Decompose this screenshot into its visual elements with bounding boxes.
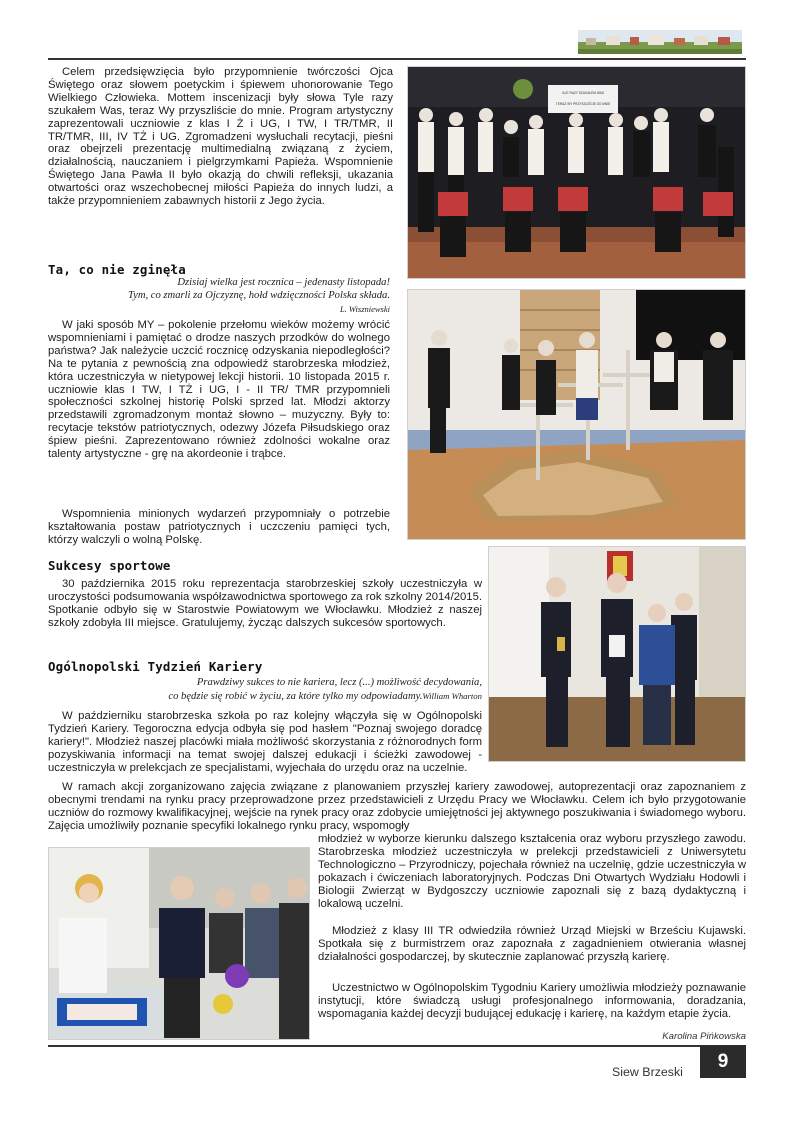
stage-banner-text: ILLE RAZY SZUKAŁEM WAS [562,91,604,95]
quote-author: William Wharton [422,690,482,701]
article-author: Karolina Pińkowska [662,1031,746,1042]
section1-paragraph-1: W jaki sposób MY – pokolenie przełomu wieków możemy wrócić wspomnieniami i pamiętać o drodze naszych przodków do wolnego państwa? Jak należycie uczcić rocznicę odzyskania niepodległości? Na te pytania z pewnością zna odpowiedź starobrzeska młodzież, która uczestniczyła w nietypowej lekcji historii. 10 listopada 2015 r. uczniowie klas I TW, I TŻ i UG, I - II TR/ TMR przypomnieli społeczności szkolnej historię Polski sprzed lat. Młodzi aktorzy przedstawili zgromadzonym montaż słowno – muzyczny. Były to: recytacje tekstów patriotycznych, odezwy Józefa Piłsudskiego oraz śpiew pieśni. Zaprezentowano również zdolności wokalne oraz talenty artystyczne - grę na akordeonie i trąbce. [48,319,390,461]
quote-author: L. Wiszniewski [339,304,390,314]
page-number: 9 [700,1045,746,1078]
footer-rule [48,1045,746,1047]
header-rule [48,58,746,60]
quote-wharton [48,677,482,703]
heading-tydzien-kariery: Ogólnopolski Tydzień Kariery [48,659,263,674]
photo-stage-performance [407,66,746,279]
photo-sport-award [488,546,746,762]
quote-line-1: Dzisiaj wielka jest rocznica – jedenasty listopada! [177,277,390,288]
magazine-name: Siew Brzeski [612,1065,683,1079]
photo-career-lab [48,847,310,1040]
section3-paragraph-4: Uczestnictwo w Ogólnopolskim Tygodniu Kariery umożliwia młodzieży poznawanie instytucji, które świadczą usługi profesjonalnego informowania, doradzania, wspomagania każdej decyzji budującej edukację i karierę, na każdym etapie życia. [318,982,746,1020]
intro-paragraph: Celem przedsięwzięcia było przypomnienie twórczości Ojca Świętego oraz słowem poetyckim i śpiewem uhonorowanie Tego Wielkiego Człowieka. Mottem inscenizacji były słowa Tyle razy szukałem Was, teraz Wy przyszliście do mnie. Program artystyczny zaprezentowali uczniowie z klas I Ż i UG, I TW, I TR/TMR, II TR/TMR, III, IV TŻ i UG. Zgromadzeni wysłuchali recytacji, pieśni oraz obejrzeli prezentację multimedialną związaną z życiem, działalnością, nauczaniem i pielgrzymkami Papieża. Wspomnienie Świętego Jana Pawła II było okazją do chwili refleksji, ukazania otwartości oraz wszechobecnej miłości Papieża do innych ludzi, a także przypomnieniem zabawnych historii z Jego życia. [48,66,393,208]
quote-line-2: co będzie się robić w życiu, za które tylko my odpowiadamy.William Wharton [168,690,482,702]
section2-paragraph: 30 października 2015 roku reprezentacja starobrzeskiej szkoły uczestniczyła w uroczystości podsumowania współzawodnictwa sportowego za rok szkolny 2014/2015. Spotkanie odbyło się w Starostwie Powiatowym we Włocławku. Młodzież z naszej szkoły zdobyła III miejsce. Gratulujemy, życząc dalszych sukcesów sportowych. [48,578,482,629]
quote-wiszniewski [48,277,390,302]
heading-ta-co-nie-zginela: Ta, co nie zginęła [48,262,186,277]
section3-paragraph-1-start: W październiku starobrzeska szkoła po raz kolejny włączyła się w Ogólnopolski Tydzień Kariery. Tegoroczna edycja odbyła się pod hasłem "Poznaj swojego doradcę kariery!". Młodzież naszej placówki miała możliwość skorzystania z różnorodnych form pozyskiwania informacji na temat swojej dalszej edukacji i ścieżki zawodowej - uczestniczyła w prelekcjach ze specjalistami, wyjechała do urzędu oraz na uczelnie. [48,710,482,774]
heading-sukcesy-sportowe: Sukcesy sportowe [48,558,171,573]
section3-paragraph-2: W ramach akcji zorganizowano zajęcia związane z planowaniem przyszłej kariery zawodowej, autoprezentacji oraz zapoznaniem z obecnymi trendami na rynku pracy przeprowadzone przez przedstawicieli z Urzędu Pracy we Włocławku. Celem ich było przygotowanie uczniów do rozmowy kwalifikacyjnej, wejście na rynek pracy oraz zdobycie umiejętności jej aktywnego poszukiwania i świadomego wyboru. Zajęcia umożliwiły poznanie specyfiki lokalnego rynku pracy, wspomogły [48,781,746,832]
quote-line-2: Tym, co zmarli za Ojczyznę, hołd wdzięczności Polska składa. [128,289,390,301]
photo-patriotic-ceremony [407,289,746,540]
quote-line-1: Prawdziwy sukces to nie kariera, lecz (...) możliwość decydowania, [196,677,482,688]
section3-paragraph-2-continued: młodzież w wyborze kierunku dalszego kształcenia oraz wyboru przyszłego zawodu. Starobrzeska młodzież uczestniczyła w prelekcji przedstawicieli z Uniwersytetu Technologiczno – Przyrodniczy, pojechała również na uczelnię, gdzie uczestniczyła w pokazach i ćwiczeniach laboratoryjnych. Podczas Dni Otwartych Wydziału Hodowli i Biologii Zwierząt w Bydgoszczy uczniowie zapoznali się z bazą dydaktyczną i lokalową uczelni. [318,833,746,910]
header-landscape-image [578,30,742,54]
section1-paragraph-2: Wspomnienia minionych wydarzeń przypomniały o potrzebie kształtowania postaw patriotycznych i uczczeniu pamięci tych, którzy walczyli o wolną Polskę. [48,508,390,546]
stage-banner-text-2: TERAZ WY PRZYSZLIŚCIE DO MNIE [555,102,611,106]
section3-paragraph-3: Młodzież z klasy III TR odwiedziła również Urząd Miejski w Brześciu Kujawski. Spotkała się z burmistrzem oraz zapoznała z zagadnieniem otwierania własnej działalności gospodarczej, by skutecznie zaplanować przyszłą karierę. [318,925,746,963]
